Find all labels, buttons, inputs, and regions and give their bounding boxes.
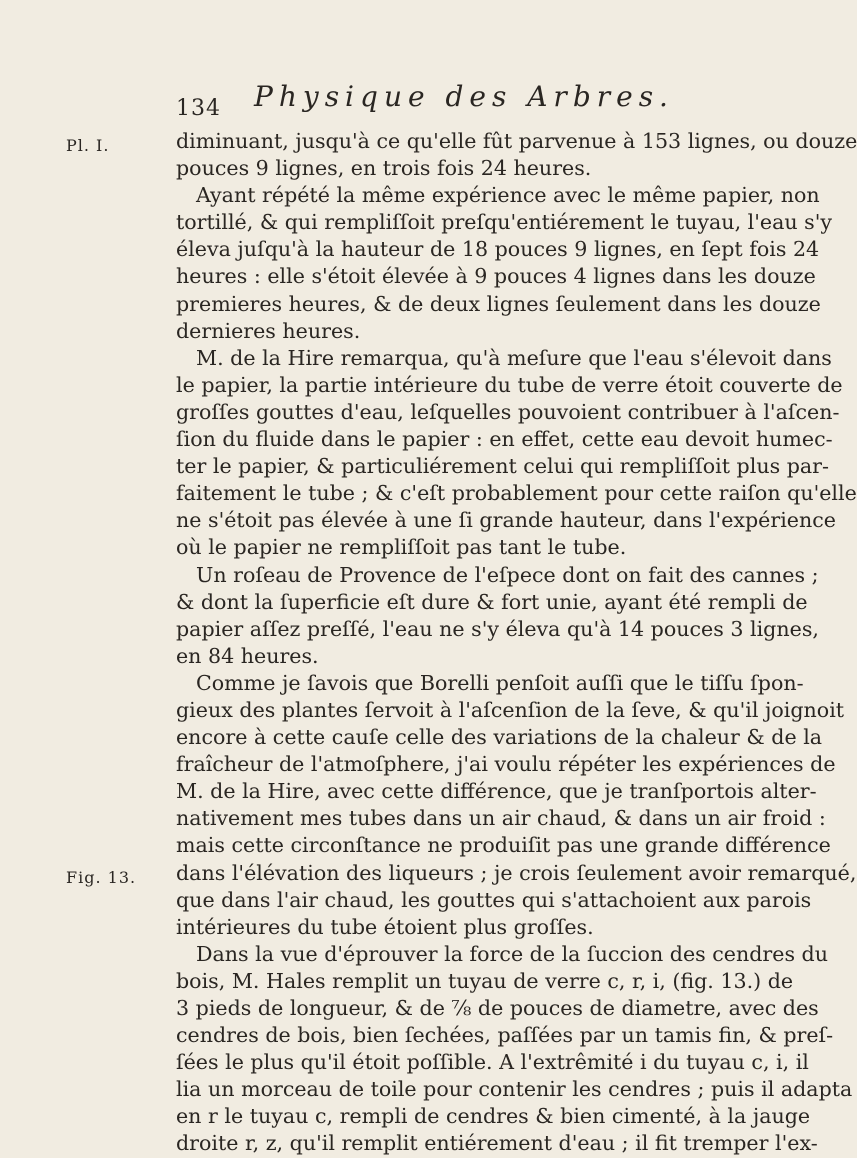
text-line: ter le papier, & particuliérement celui qui rempliſſoit plus par- (176, 454, 829, 479)
text-line: lia un morceau de toile pour contenir les cendres ; puis il adapta (176, 1077, 853, 1102)
text-line: papier aſſez preſſé, l'eau ne s'y éleva qu'à 14 pouces 3 lignes, (176, 616, 819, 641)
text-line: M. de la Hire remarqua, qu'à meſure que l'eau s'élevoit dans (196, 345, 832, 370)
margin-note-figure: Fig. 13. (66, 868, 137, 887)
text-line: Dans la vue d'éprouver la force de la ſuccion des cendres du (196, 941, 829, 966)
text-line: bois, M. Hales remplit un tuyau de verre c, r, i, (fig. 13.) de (176, 968, 794, 993)
text-line: faitement le tube ; & c'eſt probablement pour cette raiſon qu'elle (176, 481, 857, 506)
text-line: ſées le plus qu'il étoit poſſible. A l'extrêmité i du tuyau c, i, il (176, 1050, 809, 1075)
body-text (176, 128, 857, 1158)
text-line: que dans l'air chaud, les gouttes qui s'attachoient aux parois (176, 887, 812, 912)
text-line: intérieures du tube étoient plus groſſes. (176, 914, 594, 939)
text-line: en 84 heures. (176, 643, 319, 668)
text-line: diminuant, jusqu'à ce qu'elle fût parvenue à 153 lignes, ou douze (176, 129, 857, 153)
text-line: groſſes gouttes d'eau, leſquelles pouvoient contribuer à l'aſcen- (176, 399, 840, 424)
text-line: gieux des plantes ſervoit à l'aſcenſion de la ſeve, & qu'il joignoit (176, 697, 845, 722)
text-line: & dont la ſuperficie eſt dure & fort unie, ayant été rempli de (176, 589, 808, 614)
text-line: où le papier ne rempliſſoit pas tant le tube. (176, 535, 627, 560)
text-line: mais cette circonſtance ne produiſit pas une grande différence (176, 833, 831, 858)
page-header (176, 80, 736, 120)
text-line: dernieres heures. (176, 318, 361, 343)
margin-note-plate: Pl. I. (66, 136, 110, 155)
text-line: cendres de bois, bien ſechées, paſſées par un tamis fin, & preſ- (176, 1023, 834, 1048)
text-line: encore à cette cauſe celle des variations de la chaleur & de la (176, 725, 823, 750)
text-line: en r le tuyau c, rempli de cendres & bien cimenté, à la jauge (176, 1104, 811, 1129)
text-line: droite r, z, qu'il remplit entiérement d'eau ; il fit tremper l'ex- (176, 1131, 818, 1156)
text-line: tortillé, & qui rempliſſoit preſqu'entiérement le tuyau, l'eau s'y (176, 210, 833, 235)
text-line: fraîcheur de l'atmoſphere, j'ai voulu répéter les expériences de (176, 752, 836, 777)
page-number: 134 (176, 96, 221, 121)
text-line: ſion du fluide dans le papier : en effet, cette eau devoit humec- (176, 427, 833, 452)
text-line: pouces 9 lignes, en trois fois 24 heures. (176, 156, 592, 181)
text-line: le papier, la partie intérieure du tube de verre étoit couverte de (176, 372, 843, 397)
text-line: Ayant répété la même expérience avec le même papier, non (196, 183, 820, 208)
text-line: nativement mes tubes dans un air chaud, & dans un air froid : (176, 806, 826, 831)
text-line: Comme je ſavois que Borelli penſoit auſſi que le tiſſu ſpon- (196, 670, 804, 695)
text-line: Un roſeau de Provence de l'eſpece dont on fait des cannes ; (196, 562, 819, 587)
text-line: premieres heures, & de deux lignes ſeulement dans les douze (176, 291, 821, 316)
text-line: 3 pieds de longueur, & de ⅞ de pouces de diametre, avec des (176, 996, 819, 1020)
text-line: M. de la Hire, avec cette différence, que je tranſportois alter- (176, 779, 817, 804)
text-line: heures : elle s'étoit élevée à 9 pouces 4 lignes dans les douze (176, 264, 816, 289)
text-line: dans l'élévation des liqueurs ; je crois ſeulement avoir remarqué, (176, 860, 857, 885)
text-line: ne s'étoit pas élevée à une ſi grande hauteur, dans l'expérience (176, 508, 836, 533)
text-line: éleva juſqu'à la hauteur de 18 pouces 9 lignes, en ſept fois 24 (176, 237, 820, 262)
running-title: Physique des Arbres. (254, 80, 674, 113)
